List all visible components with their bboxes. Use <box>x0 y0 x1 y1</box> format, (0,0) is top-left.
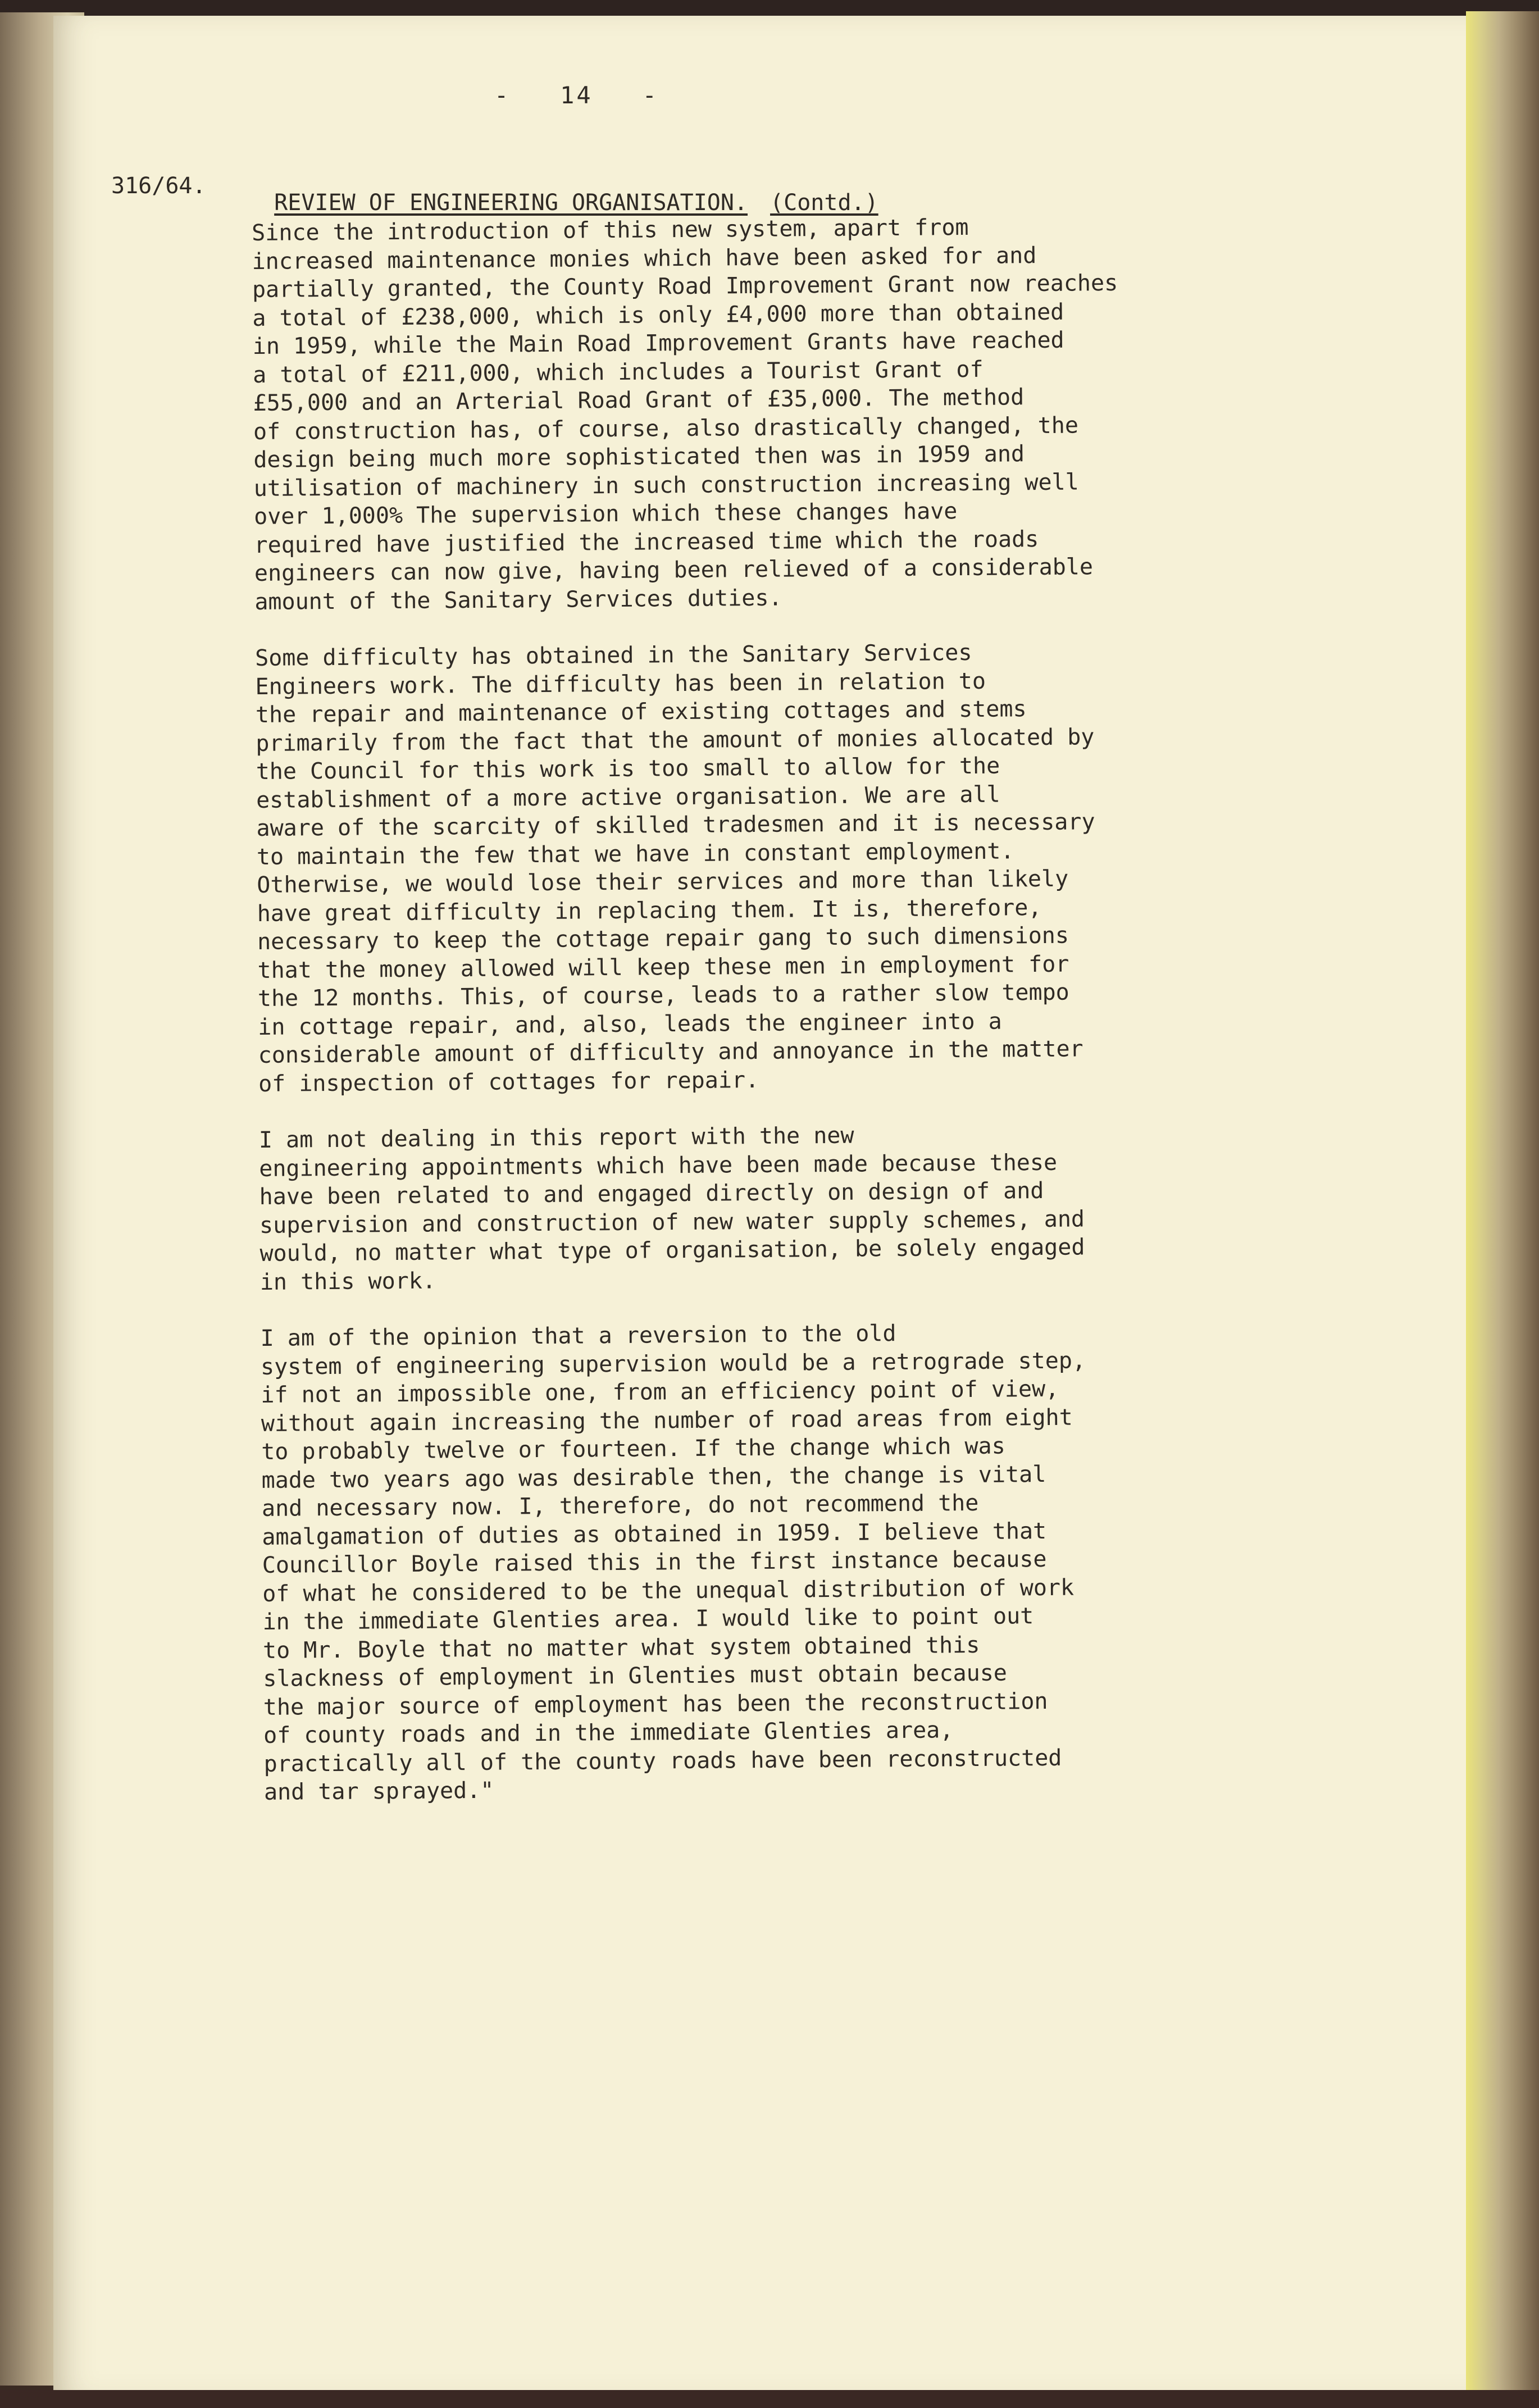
book-bottom-edge <box>0 2390 1539 2408</box>
page-stack-edge <box>1466 11 1539 2393</box>
heading-title: REVIEW OF ENGINEERING ORGANISATION. <box>274 190 748 216</box>
book-top-edge <box>0 0 1539 17</box>
heading-continued: (Contd.) <box>770 190 878 216</box>
paragraph-recommendation: I am of the opinion that a reversion to the old system of engineering supervision would be a retrograde step, if not an impossible one, from an efficiency point of view, without again increasing the number of road areas from eight to probably twelve or fourteen. If the change which was made two years ago was desirable then, the change is vital and necessary now. I, therefore, do not recommend the amalgamation of duties as obtained in 1959. I believe that Councillor Boyle raised this in the first instance because of what he considered to be the unequal distribution of work in the immediate Glenties area. I would like to point out to Mr. Boyle that no matter what system obtained this slackness of employment in Glenties must obtain because the major source of employment has been the reconstruction of county roads and in the immediate Glenties area, practically all of the county roads have been reconstructed and tar sprayed." <box>260 1321 1086 1805</box>
paragraph-sanitary-services: Some difficulty has obtained in the Sanitary Services Engineers work. The difficulty has been in relation to the repair and maintenance of existing cottages and stems primarily from the fact that the amount of monies allocated by the Council for this work is too small to allow for the establishment of a more active organisation. We are all aware of the scarcity of skilled tradesmen and it is necessary to maintain the few that we have in constant employment. Otherwise, we would lose their services and more than likely have great difficulty in replacing them. It is, therefore, necessary to keep the cottage repair gang to such dimensions that the money allowed will keep these men in employment for the 12 months. This, of course, leads to a rather slow tempo in cottage repair, and, also, leads the engineer into a considerable amount of difficulty and annoyance in the matter of inspection of cottages for repair. <box>254 639 1095 1097</box>
paragraph-appointments: I am not dealing in this report with the new engineering appointments which have been made because these have been related to and engaged directly on design of and supervision and construction of new water supply schemes, and would, no matter what type of organisation, be solely engaged in this work. <box>258 1122 1085 1295</box>
body-text <box>252 212 1186 1835</box>
paragraph-grants: Since the introduction of this new system, apart from increased maintenance monies which have been asked for and partially granted, the County Road Improvement Grant now reaches a total of £238,000, which is only £4,000 more than obtained in 1959, while the Main Road Improvement Grants have reached a total of £211,000, which includes a Tourist Grant of £55,000 and an Arterial Road Grant of £35,000. The method of construction has, of course, also drastically changed, the design being much more sophisticated then was in 1959 and utilisation of machinery in such construction increasing well over 1,000% The supervision which these changes have required have justified the increased time which the roads engineers can now give, having been relieved of a considerable amount of the Sanitary Services duties. <box>252 214 1118 615</box>
page-number: - 14 - <box>494 81 659 109</box>
section-heading <box>247 164 878 216</box>
minute-reference: 316/64. <box>111 173 206 199</box>
